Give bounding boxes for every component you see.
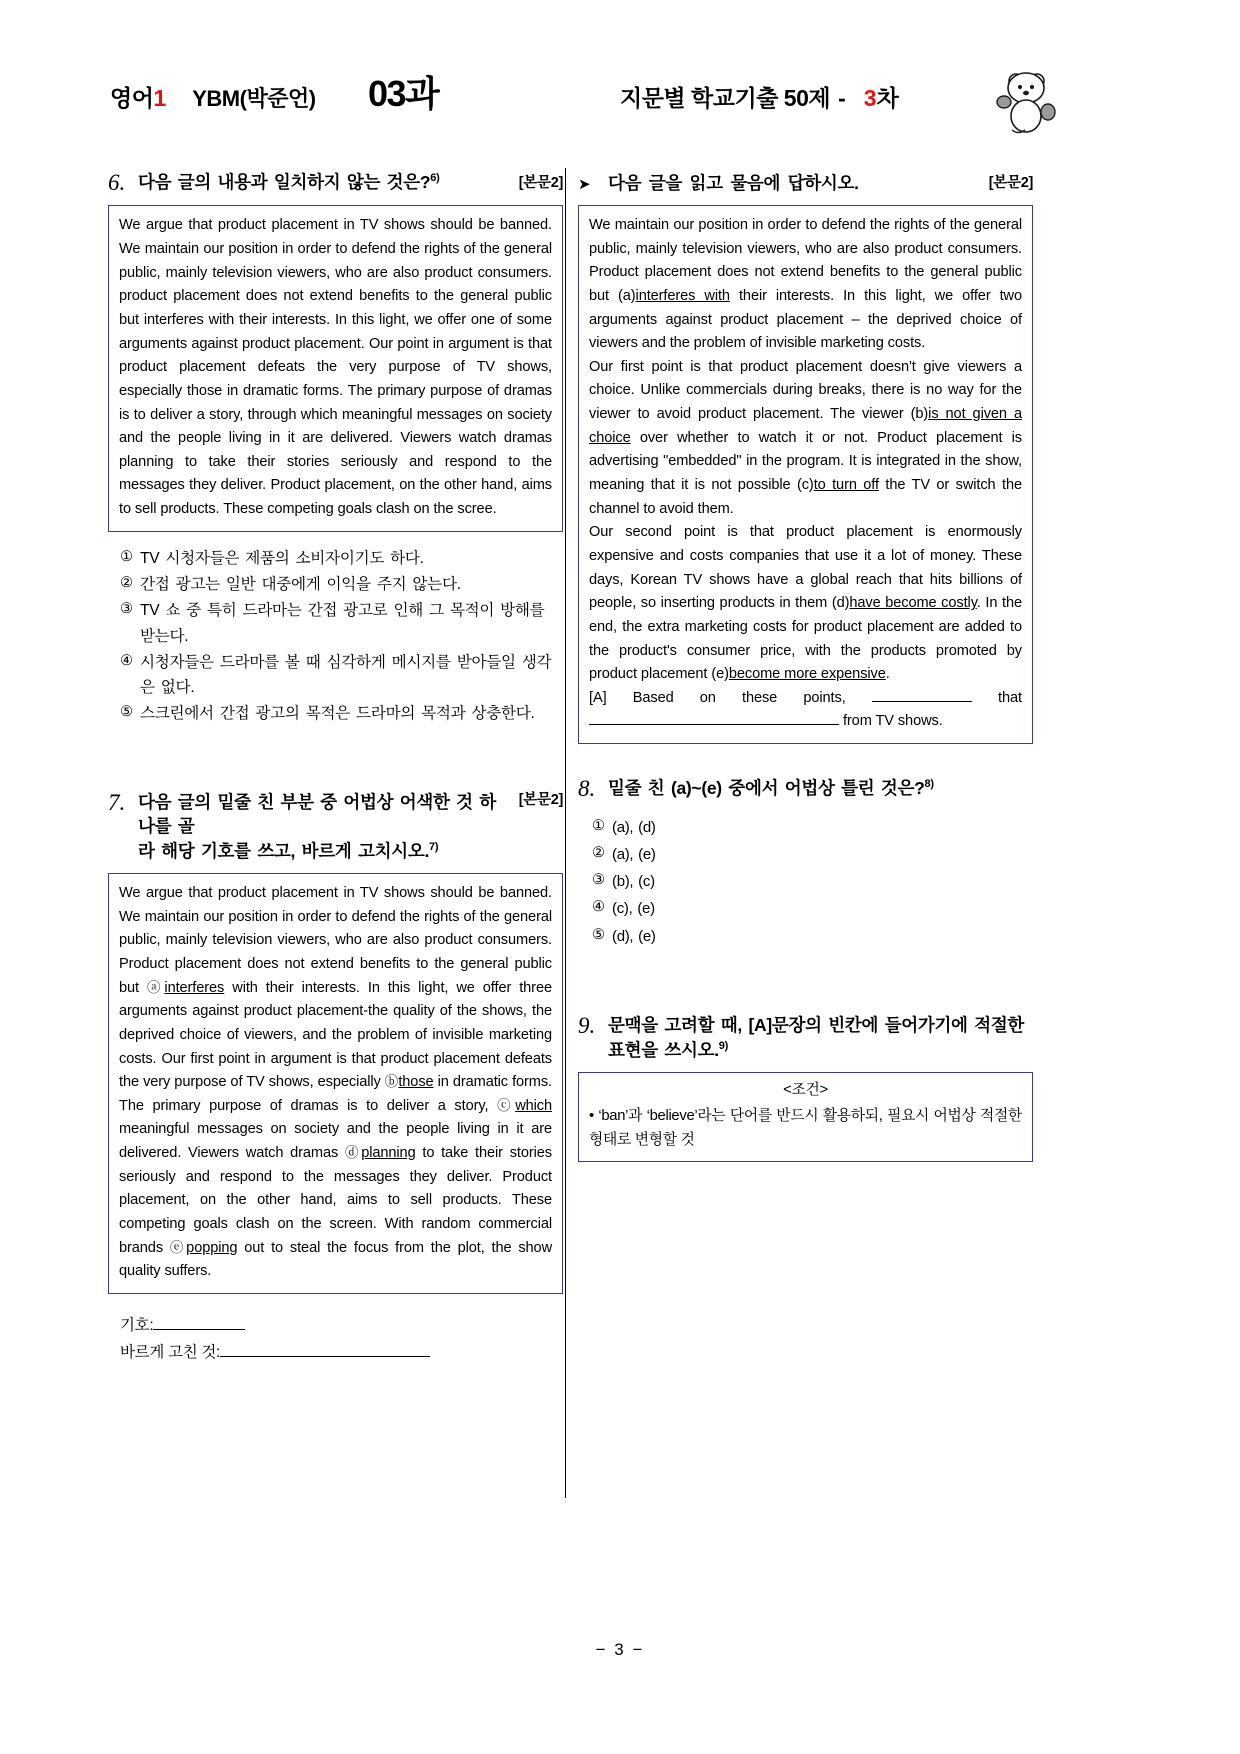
- reading-directive-heading: [578, 170, 1033, 195]
- paragraph-A-that-word: that: [998, 689, 1022, 706]
- header-round-number: 3: [863, 85, 877, 111]
- header-publisher: YBM(박준언): [192, 86, 316, 111]
- question-8-choice-item[interactable]: [592, 842, 1033, 868]
- question-7-passage-text: out to steal the focus from the plot, the show quality suffers.: [119, 1239, 553, 1280]
- question-7-symbol-blank[interactable]: [153, 1329, 245, 1330]
- header-dash: -: [838, 85, 846, 111]
- question-7-passage-circled-marker: ⓒ: [497, 1097, 516, 1113]
- question-7-passage-underlined-phrase: planning: [361, 1145, 416, 1162]
- question-6-superscript: 6): [430, 172, 440, 185]
- question-6-choice-label: 간접 광고는 일반 대중에게 이익을 주지 않는다.: [140, 576, 461, 594]
- question-6-title: [138, 170, 563, 195]
- column-divider: [565, 168, 566, 1498]
- question-7-heading: [108, 790, 563, 865]
- question-7-answer-area: [120, 1312, 563, 1366]
- question-6-choice-item[interactable]: [120, 701, 563, 726]
- section-spacer: [108, 728, 563, 790]
- reading-passage-p1-text: We maintain our position in order to defend the rights of the general public, mainly television viewers, who are also product consumers. Product placement does not extend benefits to the general public but (a): [589, 217, 1022, 304]
- reading-passage-p3-underlined-phrase: have become costly: [849, 595, 977, 612]
- question-8-number: 8.: [578, 776, 596, 802]
- reading-passage-p2-underlined-phrase: is not given a choice: [589, 406, 1022, 446]
- question-7-passage-circled-marker: ⓑ: [384, 1074, 399, 1090]
- header-left-group: [110, 80, 316, 113]
- reading-directive-title: 다음 글을 읽고 물음에 답하시오.: [608, 173, 859, 193]
- question-7-passage-circled-marker: ⓐ: [146, 979, 165, 995]
- question-8-choice-marker: ②: [592, 844, 605, 861]
- section-spacer: [578, 754, 1033, 776]
- question-6-choice-list: [120, 546, 563, 727]
- question-6-choice-label: 시청자들은 드라마를 볼 때 심각하게 메시지를 받아들일 생각은 없다.: [140, 653, 552, 697]
- reading-passage-p2-text: the TV or switch the channel to avoid them.: [589, 477, 1022, 517]
- question-6-choice-item[interactable]: [120, 598, 563, 649]
- question-6-choice-marker: ②: [120, 575, 133, 592]
- paragraph-A-prefix: [A] Based on these points,: [589, 689, 846, 706]
- question-8-choice-label: (d), (e): [612, 927, 656, 945]
- left-column: [108, 170, 563, 1366]
- condition-box-title: <조건>: [783, 1082, 828, 1099]
- question-7-symbol-answer-row: [120, 1312, 563, 1339]
- question-6-source-tag: [본문2]: [518, 175, 563, 191]
- question-7-passage-underlined-phrase: interferes: [164, 979, 225, 996]
- question-6-choice-label: 스크린에서 간접 광고의 목적은 드라마의 목적과 상충한다.: [140, 705, 535, 723]
- question-8-choice-label: (a), (d): [612, 818, 656, 836]
- question-9-number: 9.: [578, 1012, 596, 1038]
- question-6-choice-marker: ①: [120, 548, 133, 565]
- header-right-group: [620, 80, 899, 113]
- reading-passage-p1-text: their interests. In this light, we offer two arguments against product placement – the deprived choice of viewers and the problem of invisible marketing costs.: [589, 287, 1022, 352]
- question-6-choice-item[interactable]: [120, 572, 563, 597]
- question-6-choice-item[interactable]: [120, 546, 563, 571]
- question-7-correction-label: 바르게 고친 것:: [120, 1344, 221, 1362]
- question-9-title-line2: 표현을 쓰시오.: [608, 1039, 719, 1060]
- reading-passage-paragraph-2: [589, 356, 1022, 521]
- reading-passage-p3-text: Our second point is that product placement is enormously expensive and costs companies that use it a lot of money. These days, Korean TV shows have a global reach that hits billions of people, so inserting products in them (d): [589, 524, 1022, 612]
- paragraph-A-blank-2[interactable]: [589, 711, 839, 725]
- header-round-unit: 차: [876, 85, 899, 111]
- reading-passage-p1-underlined-phrase: interferes with: [635, 287, 730, 304]
- question-7-correction-answer-row: [120, 1339, 563, 1366]
- question-7-source-tag: [본문2]: [518, 791, 563, 808]
- header-exam-type: 지문별 학교기출 50제: [620, 85, 831, 111]
- question-6-choice-item[interactable]: [120, 650, 563, 701]
- question-7-passage-circled-marker: ⓔ: [169, 1239, 187, 1255]
- reading-passage: [578, 205, 1033, 744]
- reading-passage-paragraph-3: [589, 521, 1022, 686]
- question-6-choice-marker: ④: [120, 652, 133, 669]
- header-subject-number: 1: [153, 85, 167, 111]
- paragraph-A-suffix: from TV shows.: [842, 713, 943, 730]
- question-6-passage-text: We argue that product placement in TV shows should be banned. We maintain our position in order to defend the rights of the general public, mainly television viewers, who are also product consumers. product placement does not extend benefits to the general public but interferes with their interests. In this light, we offer one of some arguments against product placement. Our point in argument is that product placement defeats the very purpose of TV shows, especially those in dramatic forms. The primary purpose of dramas is to deliver a story, through which meaningful messages on society and the people living in it are delivered. Viewers watch dramas planning to take their stories seriously and respond to the messages they deliver. Product placement, on the other hand, aims to sell products. These competing goals clash on the scree.: [119, 217, 552, 518]
- reading-directive-source-tag: [본문2]: [988, 175, 1033, 191]
- question-7-superscript: 7): [429, 841, 439, 854]
- question-7-symbol-label: 기호:: [120, 1316, 154, 1334]
- question-8-choice-label: (a), (e): [612, 845, 656, 863]
- question-9-title-line1: 문맥을 고려할 때, [A]문장의 빈칸에 들어가기에 적절한: [608, 1014, 1025, 1035]
- question-9-title: [608, 1013, 1033, 1063]
- question-6-title-text: 다음 글의 내용과 일치하지 않는 것은?: [138, 172, 431, 192]
- question-7-title-line2: 라 해당 기호를 쓰고, 바르게 고치시오.: [138, 841, 430, 862]
- reading-passage-p3-underlined-phrase: become more expensive: [728, 666, 886, 683]
- question-6-passage: [108, 205, 563, 531]
- reading-passage-p3-text: .: [885, 666, 890, 683]
- question-7-passage-text: meaningful messages on society and the people living in it are delivered. Viewers watch dramas: [119, 1121, 552, 1162]
- question-8-title-text: 밑줄 친 (a)~(e) 중에서 어법상 틀린 것은?: [608, 778, 925, 799]
- question-9-superscript: 9): [718, 1039, 728, 1052]
- condition-box-item: • ‘ban’과 ‘believe’라는 단어를 반드시 활용하되, 필요시 어법상 적절한 형태로 변형할 것: [589, 1108, 1022, 1148]
- reading-passage-p2-underlined-phrase: to turn off: [813, 477, 879, 494]
- question-8-heading: [578, 776, 1033, 802]
- question-8-choice-marker: ①: [592, 817, 605, 834]
- question-6-choice-label: TV 시청자들은 제품의 소비자이기도 하다.: [140, 549, 424, 567]
- question-8-superscript: 8): [924, 778, 934, 791]
- question-6-choice-marker: ③: [120, 601, 133, 618]
- right-column: [578, 170, 1033, 1162]
- question-7-passage-underlined-phrase: those: [398, 1074, 434, 1091]
- question-7-passage-text: to take their stories seriously and respond to the messages they deliver. Product placement, on the other hand, aims to sell products. These competing goals clash on the screen. With random commercial brands: [119, 1145, 552, 1256]
- bear-mascot-icon: [990, 68, 1060, 134]
- question-7-number: 7.: [108, 789, 126, 815]
- question-8-choice-list: [592, 815, 1033, 950]
- question-7-title: [138, 790, 563, 865]
- reading-passage-paragraph-1: [589, 214, 1022, 356]
- question-8-choice-marker: ⑤: [592, 926, 605, 943]
- question-7-title-line1: 다음 글의 밑줄 친 부분 중 어법상 어색한 것 하나를 골: [138, 791, 496, 837]
- header-subject: 영어: [110, 85, 154, 111]
- reading-passage-p2-text: over whether to watch it or not. Product placement is advertising "embedded" in the program. It is integrated in the show, meaning that it is not possible (c): [589, 429, 1022, 494]
- question-7-passage-underlined-phrase: popping: [186, 1239, 238, 1256]
- question-7-passage-text: We argue that product placement in TV shows should be banned. We maintain our position in order to defend the rights of the general public, mainly television viewers, who are also product consumers. Product placement does not extend benefits to the general public but: [119, 885, 552, 996]
- question-6-heading: [108, 170, 563, 196]
- question-8-choice-label: (b), (c): [612, 873, 655, 891]
- paragraph-A-blank-1[interactable]: [872, 688, 972, 702]
- question-7-passage-text: [119, 882, 552, 1284]
- question-8-choice-marker: ④: [592, 899, 605, 916]
- question-7-passage-underlined-phrase: which: [515, 1097, 552, 1114]
- question-7-correction-blank[interactable]: [220, 1356, 430, 1357]
- reading-passage-p3-text: . In the end, the extra marketing costs for product placement are added to the product's consumer price, with the products promoted by product placement (e): [589, 595, 1022, 683]
- question-6-choice-marker: ⑤: [120, 704, 133, 721]
- arrow-right-icon: ➤: [578, 176, 591, 193]
- section-spacer: [578, 951, 1033, 1013]
- page-footer: [0, 1640, 1240, 1660]
- question-6-choice-label: TV 쇼 중 특히 드라마는 간접 광고로 인해 그 목적이 방해를 받는다.: [140, 602, 545, 645]
- page-number-label: − 3 −: [595, 1640, 645, 1659]
- question-6-number: 6.: [108, 170, 126, 195]
- reading-passage-p2-text: Our first point is that product placement doesn't give viewers a choice. Unlike commercials during breaks, there is no way for the viewer to avoid product placement. The viewer (b): [589, 358, 1022, 423]
- question-8-choice-item[interactable]: [592, 869, 1033, 895]
- page-header: [110, 72, 1130, 134]
- question-8-choice-item[interactable]: [592, 896, 1033, 922]
- question-9-heading: [578, 1013, 1033, 1063]
- question-8-choice-item[interactable]: [592, 924, 1033, 950]
- question-7-passage: [108, 873, 563, 1294]
- question-8-choice-label: (c), (e): [612, 900, 655, 918]
- header-lesson: 03과: [368, 73, 439, 114]
- question-8-choice-marker: ③: [592, 872, 605, 889]
- question-7-passage-text: in dramatic forms. The primary purpose of dramas is to deliver a story,: [119, 1074, 553, 1114]
- question-7-passage-text: with their interests. In this light, we offer three arguments against product placement-the quality of the shows, the deprived choice of viewers, and the problem of invisible marketing costs. Our first point in argument is that product placement defeats the very purpose of TV shows, especially: [119, 979, 552, 1091]
- reading-passage-paragraph-A: [589, 687, 1022, 734]
- question-7-passage-circled-marker: ⓓ: [344, 1145, 362, 1161]
- question-9-condition-box: [578, 1072, 1033, 1162]
- question-8-title: [608, 776, 1033, 801]
- question-8-choice-item[interactable]: [592, 815, 1033, 841]
